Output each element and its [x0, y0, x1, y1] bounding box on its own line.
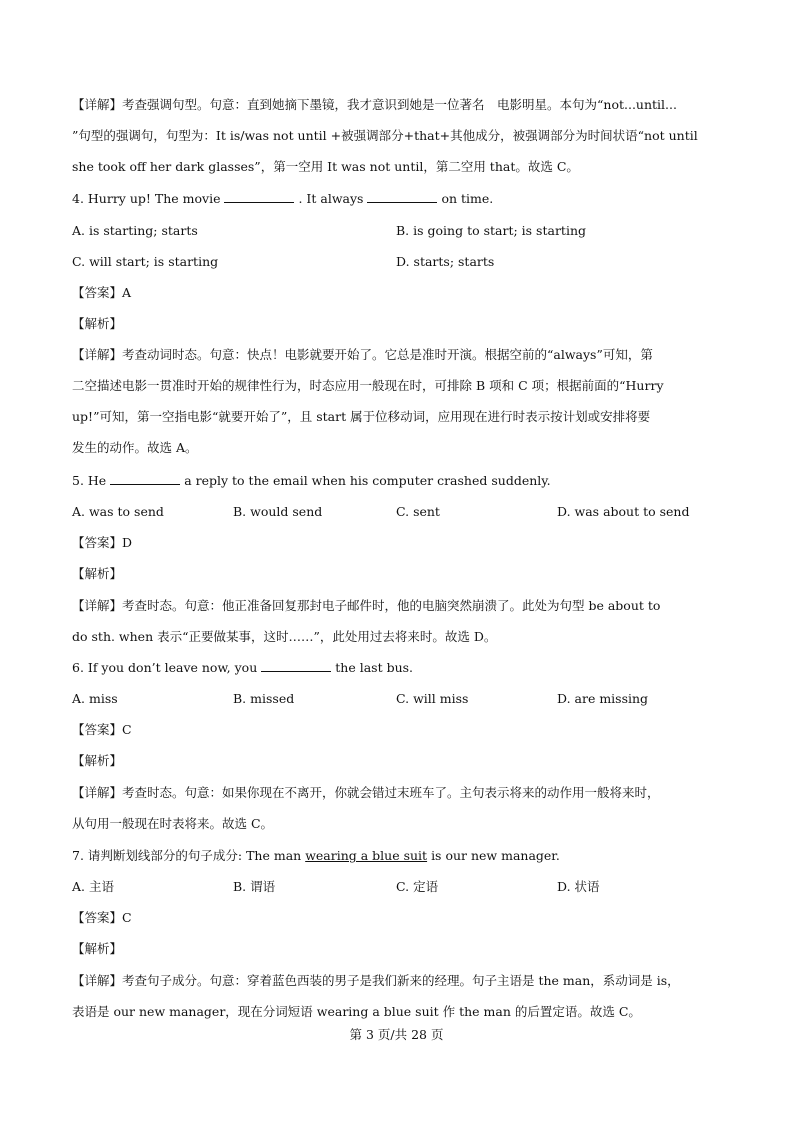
- q6-detail-line-2: 从句用一般现在时表将来。故选 C。: [72, 816, 274, 831]
- q6-stem: [72, 659, 721, 677]
- q7-stem: [72, 847, 721, 865]
- q4-stem: [72, 190, 721, 208]
- q4-option-d: D. starts; starts: [396, 254, 495, 269]
- q7-option-d: D. 状语: [557, 879, 600, 894]
- q5-stem-part-b: a reply to the email when his computer crashed suddenly.: [184, 473, 551, 488]
- q7-option-c: C. 定语: [396, 879, 439, 894]
- q5-detail-line-2: do sth. when 表示“正要做某事，这时……”，此处用过去将来时。故选 D。: [72, 629, 497, 644]
- q4-stem-part-c: on time.: [441, 191, 494, 206]
- q6-stem-part-a: 6. If you don’t leave now, you: [72, 660, 258, 675]
- q7-detail-line-2: 表语是 our new manager，现在分词短语 wearing a blue suit 作 the man 的后置定语。故选 C。: [72, 1004, 641, 1019]
- q4-detail-line-3: up!”可知，第一空指电影“就要开始了”，且 start 属于位移动词，应用现在进行时表示按计划或安排将要: [72, 409, 651, 424]
- q6-option-d: D. are missing: [557, 691, 649, 706]
- q4-blank-2: [367, 190, 437, 203]
- q5-blank: [110, 472, 180, 485]
- q5-answer: 【答案】D: [72, 535, 133, 550]
- q5-option-c: C. sent: [396, 504, 440, 519]
- q4-option-c: C. will start; is starting: [72, 254, 219, 269]
- q5-stem: [72, 472, 721, 490]
- q7-answer: 【答案】C: [72, 910, 132, 925]
- q7-stem-part-b: is our new manager.: [431, 848, 560, 863]
- q4-stem-part-b: . It always: [298, 191, 364, 206]
- q3-detail-line-1: 【详解】考查强调句型。句意：直到她摘下墨镜，我才意识到她是一位著名 电影明星。本句为“not...until...: [72, 97, 677, 112]
- q3-detail-line-2: ”句型的强调句，句型为：It is/was not until +被强调部分+that+其他成分，被强调部分为时间状语“not until: [72, 128, 698, 143]
- q4-analysis-heading: 【解析】: [72, 316, 123, 331]
- q5-stem-part-a: 5. He: [72, 473, 107, 488]
- q6-option-b: B. missed: [233, 691, 295, 706]
- q7-underlined-phrase: wearing a blue suit: [305, 848, 428, 863]
- q3-detail-line-3: she took off her dark glasses”，第一空用 It was not until，第二空用 that。故选 C。: [72, 159, 579, 174]
- q4-detail-line-2: 二空描述电影一贯准时开始的规律性行为，时态应用一般现在时，可排除 B 项和 C 项；根据前面的“Hurry: [72, 378, 664, 393]
- q6-stem-part-b: the last bus.: [335, 660, 414, 675]
- q6-analysis-heading: 【解析】: [72, 753, 123, 768]
- q6-option-a: A. miss: [72, 691, 118, 706]
- q7-analysis-heading: 【解析】: [72, 941, 123, 956]
- q6-detail-line-1: 【详解】考查时态。句意：如果你现在不离开，你就会错过末班车了。主句表示将来的动作用一般将来时，: [72, 785, 660, 800]
- q4-detail-line-4: 发生的动作。故选 A。: [72, 440, 198, 455]
- q7-detail-line-1: 【详解】考查句子成分。句意：穿着蓝色西装的男子是我们新来的经理。句子主语是 the man，系动词是 is，: [72, 973, 680, 988]
- q4-stem-part-a: 4. Hurry up! The movie: [72, 191, 221, 206]
- q4-option-b: B. is going to start; is starting: [396, 223, 586, 238]
- q5-option-a: A. was to send: [72, 504, 164, 519]
- q5-detail-line-1: 【详解】考查时态。句意：他正准备回复那封电子邮件时，他的电脑突然崩溃了。此处为句型 be about to: [72, 598, 661, 613]
- q5-option-d: D. was about to send: [557, 504, 690, 519]
- q6-option-c: C. will miss: [396, 691, 469, 706]
- q7-stem-part-a: 7. 请判断划线部分的句子成分: The man: [72, 848, 302, 863]
- q4-detail-line-1: 【详解】考查动词时态。句意：快点！电影就要开始了。它总是准时开演。根据空前的“always”可知，第: [72, 347, 653, 362]
- q4-blank-1: [224, 190, 294, 203]
- q6-answer: 【答案】C: [72, 722, 132, 737]
- q7-option-b: B. 谓语: [233, 879, 276, 894]
- q4-answer: 【答案】A: [72, 285, 132, 300]
- q4-option-a: A. is starting; starts: [72, 223, 198, 238]
- q5-option-b: B. would send: [233, 504, 323, 519]
- q6-blank: [261, 659, 331, 672]
- page-footer: 第 3 页/共 28 页: [349, 1027, 444, 1042]
- q7-option-a: A. 主语: [72, 879, 114, 894]
- q5-analysis-heading: 【解析】: [72, 566, 123, 581]
